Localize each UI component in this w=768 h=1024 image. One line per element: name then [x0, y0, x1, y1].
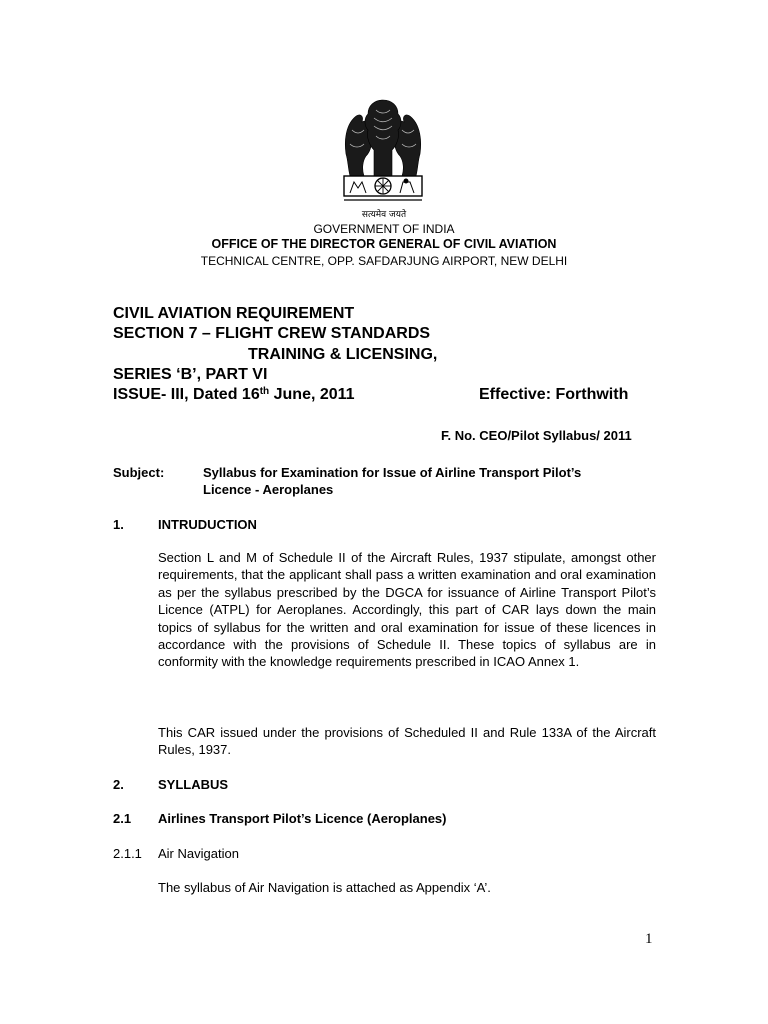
section-2-1-number: 2.1	[113, 811, 132, 826]
section-2-1-heading: Airlines Transport Pilot’s Licence (Aeroplanes)	[158, 811, 447, 826]
issue-superscript: th	[259, 386, 270, 397]
subject-line-2: Licence - Aeroplanes	[203, 482, 334, 497]
car-section: SECTION 7 – FLIGHT CREW STANDARDS	[113, 325, 431, 342]
issue-date: June, 2011	[269, 386, 355, 403]
file-number: F. No. CEO/Pilot Syllabus/ 2011	[441, 428, 632, 443]
car-series: SERIES ‘B’, PART VI	[113, 366, 268, 383]
section-2-number: 2.	[113, 777, 124, 792]
car-effective: Effective: Forthwith	[479, 386, 629, 403]
car-subsection: TRAINING & LICENSING,	[248, 346, 438, 363]
section-1-heading: INTRUDUCTION	[158, 517, 257, 532]
issue-text: ISSUE- III, Dated 16	[113, 386, 260, 403]
section-1-number: 1.	[113, 517, 124, 532]
car-issue	[113, 385, 355, 404]
subject-label: Subject:	[113, 465, 165, 480]
government-line: GOVERNMENT OF INDIA	[313, 222, 455, 236]
section-2-heading: SYLLABUS	[158, 777, 229, 792]
national-emblem-icon	[340, 96, 426, 214]
section-1-paragraph-1: Section L and M of Schedule II of the Aircraft Rules, 1937 stipulate, amongst other requirements, that the applicant shall pass a written examination and oral examination as per the syllabus prescribed by the DGCA for issuance of Airline Transport Pilot’s Licence (ATPL) for Aeroplanes. Accordingly, this part of CAR lays down the main topics of syllabus for the written and oral examination for issue of these licences in accordance with the provisions of Schedule II. These topics of syllabus are in conformity with the knowledge requirements prescribed in ICAO Annex 1.	[158, 550, 656, 670]
subject-line-1: Syllabus for Examination for Issue of Airline Transport Pilot’s	[203, 465, 582, 480]
section-2-1-1-number: 2.1.1	[113, 846, 142, 861]
section-2-1-1-heading: Air Navigation	[158, 846, 239, 861]
emblem-motto: सत्यमेव जयते	[361, 210, 407, 220]
office-line: OFFICE OF THE DIRECTOR GENERAL OF CIVIL AVIATION	[211, 237, 557, 251]
page-number: 1	[645, 931, 653, 947]
address-line: TECHNICAL CENTRE, OPP. SAFDARJUNG AIRPORT, NEW DELHI	[200, 254, 568, 268]
section-1-paragraph-2: This CAR issued under the provisions of Scheduled II and Rule 133A of the Aircraft Rules, 1937.	[158, 725, 656, 758]
car-title: CIVIL AVIATION REQUIREMENT	[113, 305, 355, 322]
appendix-reference: The syllabus of Air Navigation is attached as Appendix ‘A’.	[158, 880, 491, 895]
